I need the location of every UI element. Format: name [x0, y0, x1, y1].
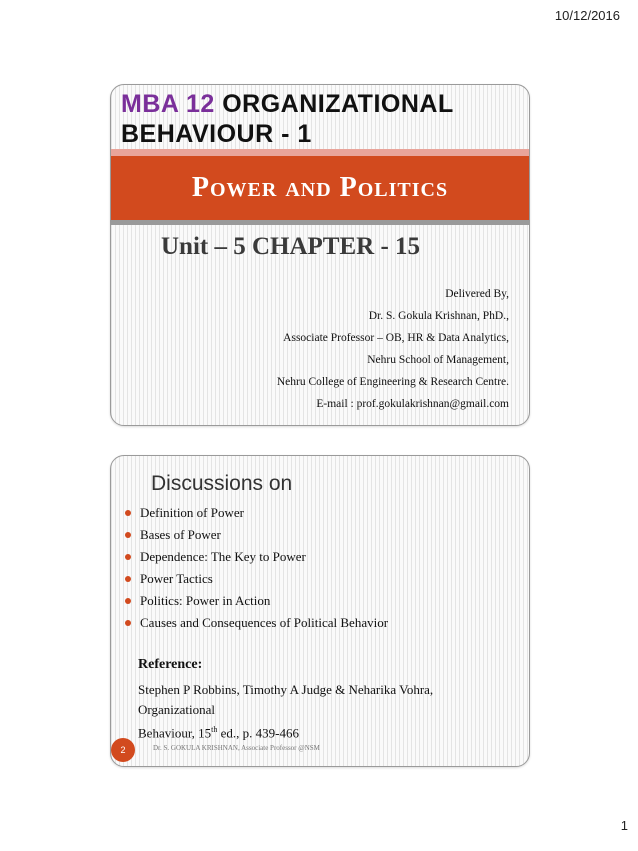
- list-item: [125, 502, 388, 524]
- list-item: [125, 568, 388, 590]
- topic-label: Politics: Power in Action: [140, 593, 271, 608]
- gray-band: [111, 220, 529, 225]
- author-credits: [277, 283, 509, 415]
- credit-line: Delivered By,: [445, 288, 509, 300]
- title-slide: [110, 84, 530, 426]
- reference-text: [138, 680, 508, 743]
- credit-email: E-mail : prof.gokulakrishnan@gmail.com: [316, 398, 509, 410]
- topic-label: Causes and Consequences of Political Behavior: [140, 615, 389, 630]
- topic-label: Bases of Power: [140, 527, 221, 542]
- page-number: 1: [620, 818, 628, 833]
- reference-pages: ed., p. 439-466: [217, 725, 299, 741]
- title-rest: ORGANIZATIONAL BEHAVIOUR - 1: [121, 90, 454, 148]
- credit-line: Nehru School of Management,: [367, 354, 509, 366]
- credit-line: Dr. S. Gokula Krishnan, PhD.,: [368, 310, 509, 322]
- unit-heading: Unit – 5 CHAPTER - 15: [161, 233, 421, 260]
- slide-number-badge: 2: [111, 738, 135, 762]
- bullet-icon: [125, 576, 131, 582]
- slide-title: [121, 89, 519, 149]
- list-item: [125, 546, 388, 568]
- topic-list: [125, 502, 388, 634]
- bullet-icon: [125, 598, 131, 604]
- list-item: [125, 590, 388, 612]
- bullet-icon: [125, 532, 131, 538]
- list-item: [125, 524, 388, 546]
- topic-label: Power Tactics: [140, 571, 213, 586]
- edition-superscript: th: [211, 725, 218, 734]
- banner-text: Power and Politics: [191, 172, 449, 203]
- list-item: [125, 612, 388, 634]
- reference-line: [138, 720, 508, 743]
- credit-line: Associate Professor – OB, HR & Data Analytics,: [283, 332, 509, 344]
- discussions-title: Discussions on: [151, 472, 293, 495]
- topic-label: Definition of Power: [140, 505, 244, 520]
- reference-edition: Behaviour, 15: [138, 725, 212, 741]
- reference-line: Stephen P Robbins, Timothy A Judge & Neharika Vohra, Organizational: [138, 682, 434, 717]
- topic-label: Dependence: The Key to Power: [140, 549, 306, 564]
- credit-line: Nehru College of Engineering & Research Centre.: [276, 376, 509, 388]
- pink-band: [111, 149, 529, 156]
- page-date: 10/12/2016: [554, 8, 620, 23]
- bullet-icon: [125, 620, 131, 626]
- reference-heading: Reference:: [138, 657, 203, 672]
- bullet-icon: [125, 554, 131, 560]
- title-accent: MBA 12: [121, 90, 215, 118]
- slide-footer: Dr. S. GOKULA KRISHNAN, Associate Professor @NSM: [153, 744, 320, 752]
- title-banner: [111, 156, 529, 220]
- bullet-icon: [125, 510, 131, 516]
- discussion-slide: [110, 455, 530, 767]
